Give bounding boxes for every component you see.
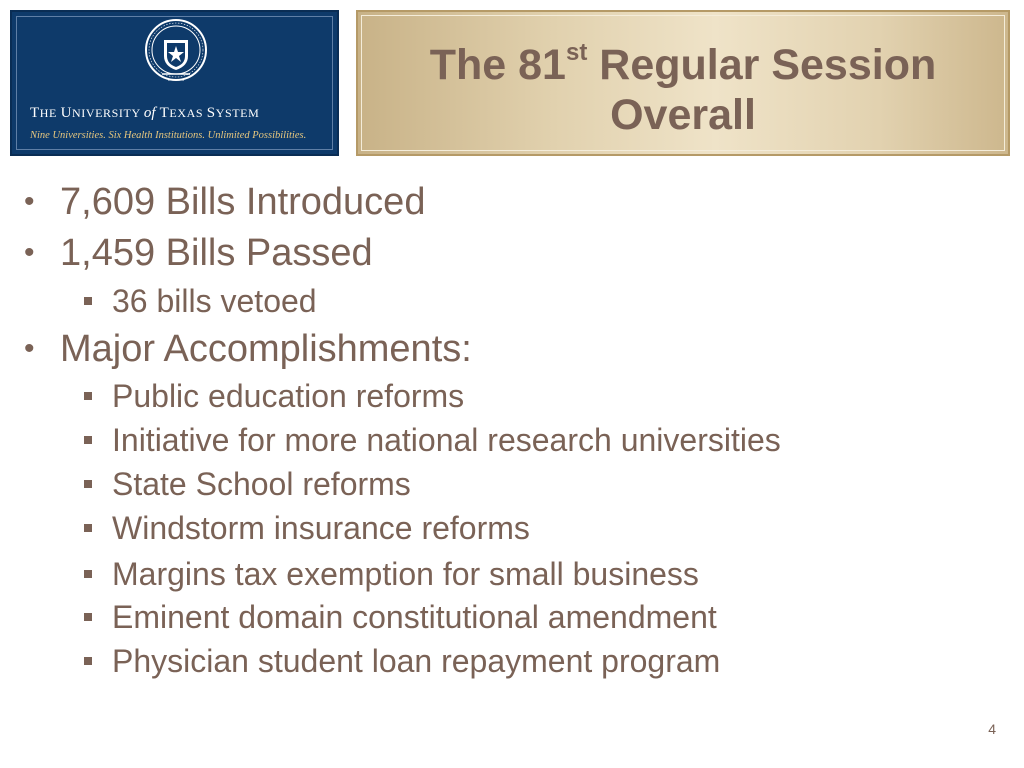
sub-bullet-text: Public education reforms	[112, 378, 465, 414]
square-bullet-icon	[84, 657, 92, 665]
name-part: T	[155, 105, 170, 121]
square-bullet-icon	[84, 392, 92, 400]
sub-bullet-text: Margins tax exemption for small business	[112, 556, 699, 592]
name-part: T	[30, 105, 40, 121]
title-superscript: st	[565, 38, 588, 66]
bullet-text: 7,609 Bills Introduced	[60, 181, 426, 223]
name-part: YSTEM	[215, 106, 260, 120]
bullet-marker: •	[24, 236, 35, 269]
name-part: S	[206, 105, 216, 121]
title-line1-suffix: Regular Session	[587, 41, 937, 89]
title-line1-prefix: The 81	[429, 41, 566, 89]
square-bullet-icon	[84, 570, 92, 578]
logo-tagline: Nine Universities. Six Health Institutions. Unlimited Possibilities.	[30, 130, 307, 141]
sub-bullet-text: Eminent domain constitutional amendment	[112, 599, 717, 635]
name-part: HE	[39, 106, 61, 120]
sub-bullet-text: Initiative for more national research universities	[112, 422, 781, 458]
square-bullet-icon	[84, 436, 92, 444]
name-part: EXAS	[169, 106, 207, 120]
bullet-marker: •	[24, 185, 35, 218]
sub-bullet-text: State School reforms	[112, 466, 411, 502]
bullet-text: Major Accomplishments:	[60, 328, 472, 370]
page-number: 4	[988, 721, 996, 737]
square-bullet-icon	[84, 613, 92, 621]
name-part: U	[60, 105, 72, 121]
name-part: of	[143, 105, 156, 121]
sub-bullet-text: Windstorm insurance reforms	[112, 510, 530, 546]
square-bullet-icon	[84, 480, 92, 488]
name-part: NIVERSITY	[72, 106, 144, 120]
square-bullet-icon	[84, 524, 92, 532]
sub-bullet-text: Physician student loan repayment program	[112, 643, 721, 679]
square-bullet-icon	[84, 297, 92, 305]
sub-bullet-text: 36 bills vetoed	[112, 283, 317, 319]
bullet-marker: •	[24, 332, 35, 365]
bullet-text: 1,459 Bills Passed	[60, 232, 373, 274]
title-line2: Overall	[610, 91, 756, 139]
